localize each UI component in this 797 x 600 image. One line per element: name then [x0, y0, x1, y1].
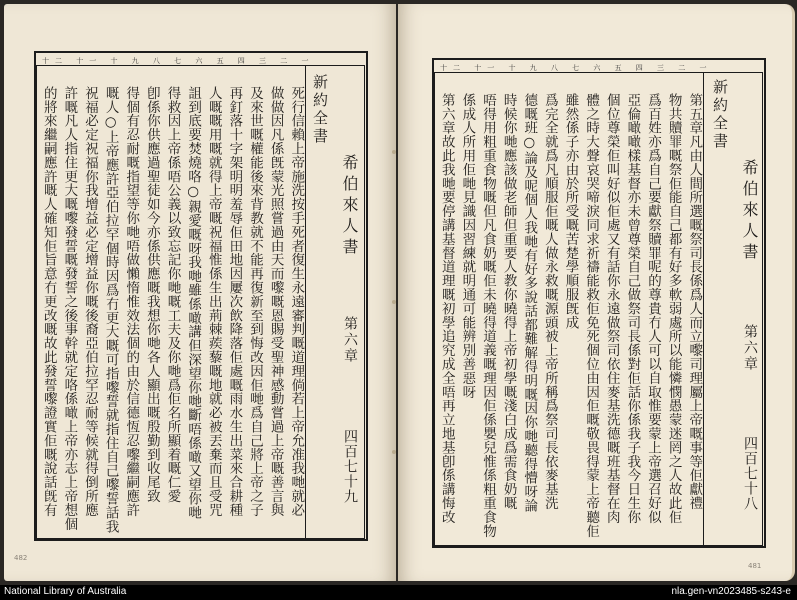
- text-column: 個位尊榮佢叫好似佢處又有話你永遠做祭司依住麥基洗德嘅班基督在肉: [603, 93, 620, 524]
- text-column: 做做因凡係旣蒙光照嘗過由天而嚟嘅恩賜受聖神感動嘗過上帝嘅善言與: [267, 86, 284, 517]
- binding-hole: [392, 150, 396, 154]
- footer-identifier: nla.gen-vn2023485-s243-e: [671, 586, 791, 597]
- footer-library: National Library of Australia: [4, 586, 127, 597]
- text-column: 第六章故此我哋要停講基督道理嘅初學追究成全唔再立地基卽係講悔改: [438, 93, 455, 524]
- binding-hole: [392, 450, 396, 454]
- right-work-title: 希伯來人書: [740, 159, 759, 264]
- text-column: 卽係你供應過聖徒如今亦係供應嘅我想你哋各人顯出嘅殷勤到收尾致: [143, 86, 160, 503]
- text-column: 得個有忍耐嘅指望等你哋唔做懶惰惟效法個的由於信德恆忍嚟繼嗣應許: [123, 86, 140, 517]
- text-column: 物共贖罪嘅祭佢能自己都有好多軟弱處所以能憐憫愚蒙迷罔之人故此佢: [665, 93, 682, 524]
- right-chapter: 第六章: [742, 324, 758, 372]
- text-column: 的將來繼嗣應許嘅人確知佢旨意冇更改嘅故此發誓嚟證實佢嘅說話旣有: [40, 86, 57, 517]
- text-column: 時候你哋應該做老師但重要人教你曉得上帝初學嘅淺白成爲需食奶嘅: [500, 93, 517, 510]
- text-column: 唔得用粗重食物嘅但凡食奶嘅佢未曉得道義嘅理因佢係嬰兒惟係粗重食物: [480, 93, 497, 538]
- left-page-number: 四百七十九: [342, 429, 358, 504]
- footer-bar: [0, 585, 797, 600]
- text-column: 詛到底要焚燒咯○親愛嘅呀我哋雖係噉講但深望你哋斷唔係噉又望你哋: [185, 86, 202, 520]
- text-column: 德嘅班○論及呢個人我哋有好多說話都難解得明嘅因你哋聽得懵呀論: [521, 93, 538, 513]
- left-pencil-mark: 482: [14, 554, 28, 562]
- text-column: 再釘落十字架明明羞辱佢田地因屢次飲降落佢處嘅雨水生出菜來合耕種: [226, 86, 243, 517]
- text-column: 祝福必定祝福你我增益必定增益你嘅後裔亞伯拉罕忍耐等候就得倒所應: [82, 86, 99, 517]
- text-column: 嘅人○上帝應許亞伯拉罕個時因爲冇更大嘅可指嚟誓就指住自己嚟誓話我: [102, 86, 119, 534]
- text-column: 第五章凡由人間所選嘅祭司長係爲人而立嚟司理屬上帝嘅事等佢獻禮: [686, 93, 703, 510]
- right-column-numbers: 十二 十一 十 九 八 七 六 五 四 三 二 一: [440, 64, 713, 72]
- text-column: 亞倫噉噉樣基督亦未曾尊榮自己做祭司長係對佢話你係我子我今日生你: [624, 93, 641, 524]
- left-page: [4, 4, 396, 581]
- left-column-numbers: 十二 十一 十 九 八 七 六 五 四 三 二 一: [42, 57, 315, 65]
- binding-hole: [392, 300, 396, 304]
- right-pencil-mark: 481: [748, 562, 762, 570]
- text-column: 人嘅嘅用嘅就得上帝嘅祝福惟係生出荊棘蒺藜嘅地就必被丟棄而且受咒: [205, 86, 222, 517]
- left-work-title: 希伯來人書: [340, 154, 359, 259]
- text-column: 得救因上帝係唔公義以致忘記你哋嘅工夫及你哋爲佢名所顯着嘅仁愛: [164, 86, 181, 503]
- right-page-number: 四百七十八: [742, 436, 758, 511]
- text-column: 體之時大聲哀哭啼淚同求祈禱能救佢免死個位由因佢嘅敬畏得蒙上帝聽佢: [583, 93, 600, 538]
- text-column: 係成人所用佢哋見識因習練就明通可能辨別善惡呀: [459, 93, 476, 399]
- text-column: 死行信賴上帝施洗按手死者復生永遠審判嘅道理倘若上帝允准我哋就必: [288, 86, 305, 517]
- text-column: 爲百姓亦爲自己要獻祭贖罪呢的尊貴冇人可以自取惟要蒙上帝選召好似: [644, 93, 661, 524]
- text-column: 雖然係子亦由於所受嘅苦楚學順服旣成: [562, 93, 579, 330]
- right-page: [398, 4, 795, 581]
- right-book-title: 新約全書: [711, 79, 729, 151]
- text-column: 爲完全就爲凡順服佢嘅人做永救嘅源頭被上帝所稱爲祭司長依麥基洗: [541, 93, 558, 510]
- text-column: 及來世嘅權能後來背教就不能再復新至到悔改因佢哋爲自己將上帝之子: [246, 86, 263, 517]
- left-chapter: 第六章: [342, 316, 358, 364]
- left-book-title: 新約全書: [311, 74, 329, 146]
- text-column: 許嘅凡人指住更大嘅嚟發誓嘅發誓之後事幹就定咯係噉上帝亦志上帝想個: [61, 86, 78, 531]
